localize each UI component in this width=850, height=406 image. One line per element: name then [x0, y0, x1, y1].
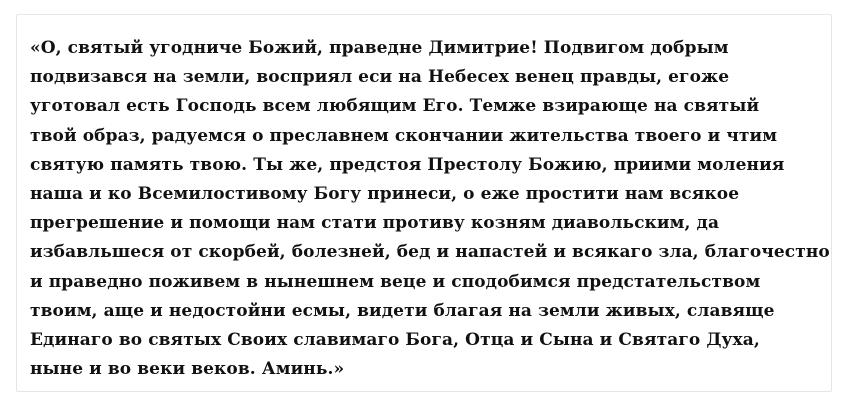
prayer-line: Единаго во святых Своих славимаго Бога, Отца и Сына и Святаго Духа, — [30, 330, 760, 351]
prayer-line: уготовал есть Господь всем любящим Его. Темже взирающе на святый — [30, 96, 760, 117]
prayer-text — [30, 34, 830, 384]
prayer-line: святую память твою. Ты же, предстоя Престолу Божию, приими моления — [30, 154, 785, 175]
prayer-line: и праведно поживем в нынешнем веце и сподобимся предстательством — [30, 271, 761, 292]
prayer-line: ныне и во веки веков. Аминь.» — [30, 359, 345, 380]
prayer-line: прегрешение и помощи нам стати противу козням диавольским, да — [30, 213, 720, 234]
prayer-line: твоим, аще и недостойни есмы, видети благая на земли живых, славяще — [30, 300, 775, 321]
prayer-line: избавльшеся от скорбей, болезней, бед и напастей и всякаго зла, благочестно — [30, 242, 830, 263]
prayer-line: подвизався на земли, восприял еси на Небесех венец правды, егоже — [30, 67, 730, 88]
prayer-line: «О, святый угодниче Божий, праведне Димитрие! Подвигом добрым — [30, 38, 729, 58]
prayer-line: наша и ко Всемилостивому Богу принеси, о еже простити нам всякое — [30, 184, 740, 205]
prayer-line: твой образ, радуемся о преславнем скончании жительства твоего и чтим — [30, 125, 778, 146]
